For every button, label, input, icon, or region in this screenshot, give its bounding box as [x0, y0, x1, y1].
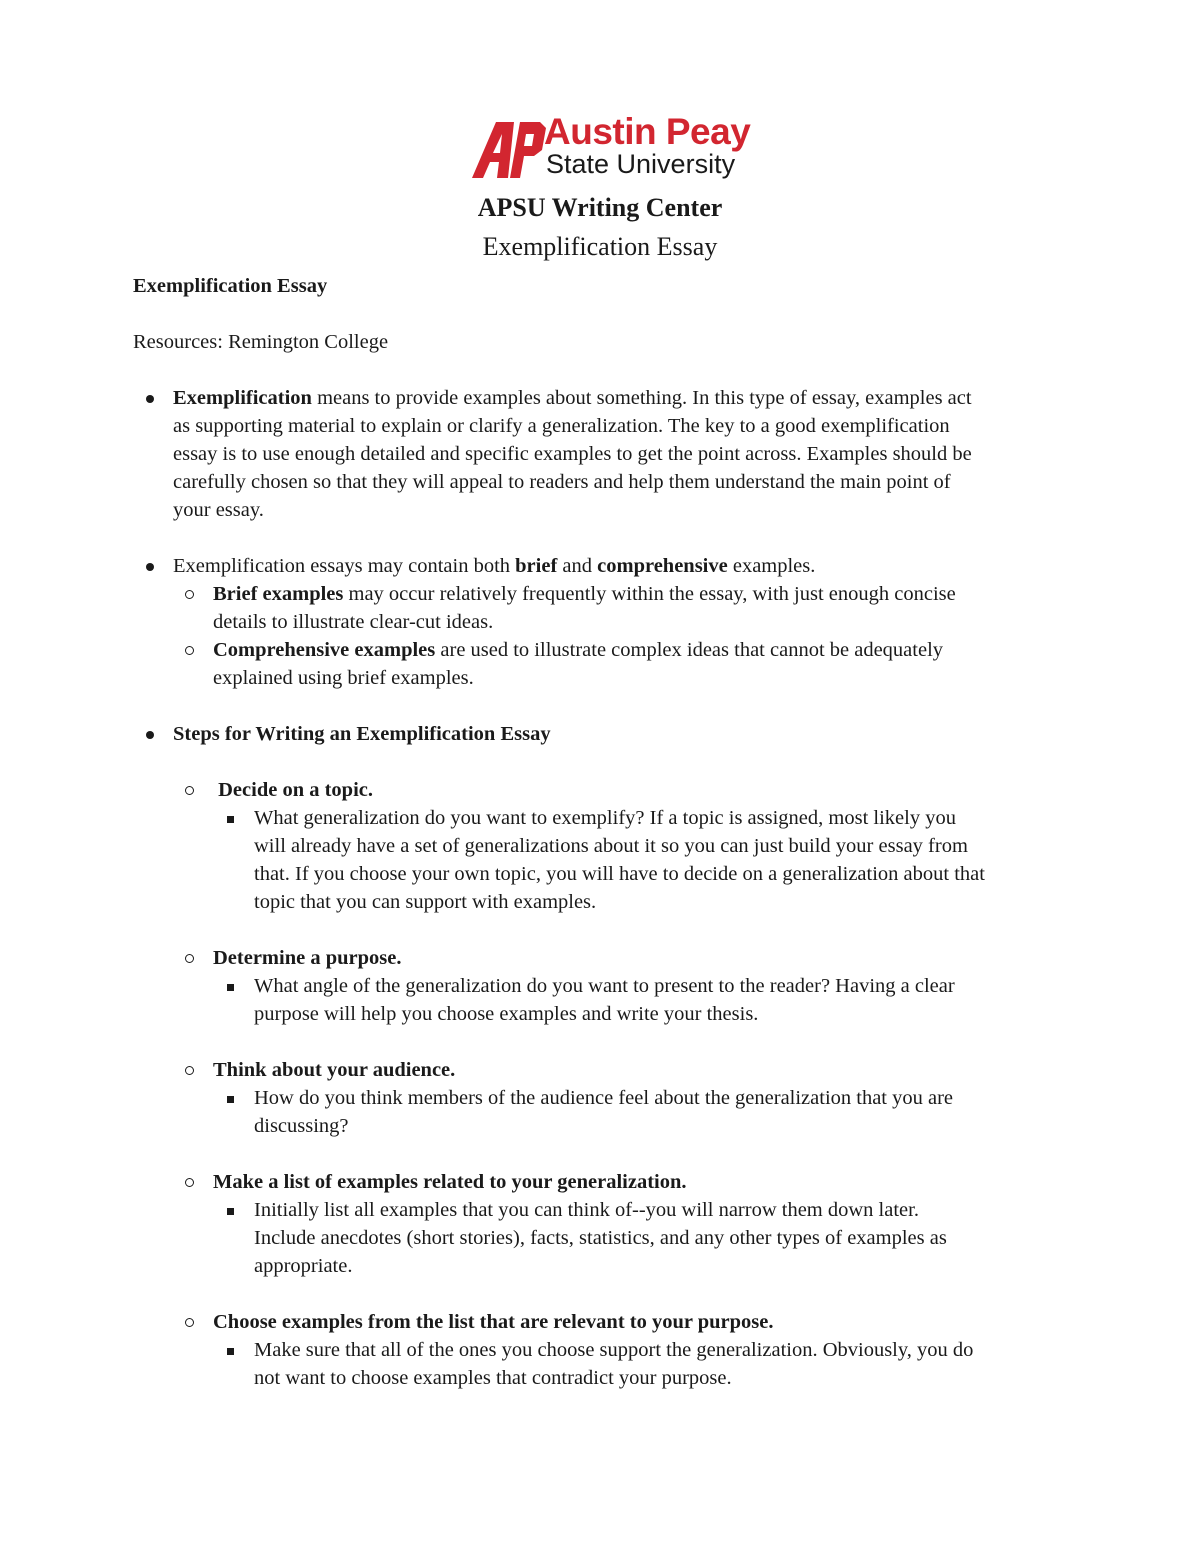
step-detail [133, 972, 1103, 1028]
term-comprehensive: comprehensive [597, 555, 728, 577]
logo-line-austin-peay: Austin Peay [544, 111, 751, 152]
bullet-circle-icon [185, 646, 194, 655]
bullet-square-icon [227, 984, 234, 991]
document-body [133, 272, 1103, 1392]
text-span: Exemplification essays may contain both [173, 555, 516, 577]
step-decide-topic [133, 776, 1103, 804]
term-exemplification: Exemplification [173, 387, 312, 409]
bullet-circle-icon [185, 954, 194, 963]
text-line: What angle of the generalization do you want to present to the reader? Having a clear [254, 975, 955, 997]
sublist-item-brief-examples [133, 580, 1103, 636]
step-detail [133, 1084, 1103, 1140]
bullet-circle-icon [185, 590, 194, 599]
bullet-circle-icon [185, 786, 194, 795]
text-line: as supporting material to explain or clarify a generalization. The key to a good exemplification [173, 415, 950, 437]
step-audience [133, 1056, 1103, 1084]
step-detail [133, 804, 1103, 916]
list-item-essay-examples [133, 552, 1103, 580]
text-line: Make sure that all of the ones you choose support the generalization. Obviously, you do [254, 1339, 974, 1361]
text-span: are used to illustrate complex ideas that cannot be adequately [435, 639, 944, 661]
term-comprehensive-examples: Comprehensive examples [213, 639, 436, 661]
text-span: and [557, 555, 598, 577]
text-line: not want to choose examples that contradict your purpose. [254, 1367, 732, 1389]
step-detail [133, 1336, 1103, 1392]
text-line: explained using brief examples. [213, 667, 474, 689]
text-line: carefully chosen so that they will appeal to readers and help them understand the main point of [173, 471, 951, 493]
term-brief-examples: Brief examples [213, 583, 344, 605]
list-item-exemplification [133, 384, 1103, 524]
bullet-circle-icon [185, 1066, 194, 1075]
bullet-square-icon [227, 1096, 234, 1103]
page-subtitle: Exemplification Essay [482, 232, 718, 261]
step-detail [133, 1196, 1103, 1280]
step-determine-purpose [133, 944, 1103, 972]
text-line: appropriate. [254, 1255, 353, 1277]
sublist-item-comprehensive-examples [133, 636, 1103, 692]
step-title: Determine a purpose. [213, 947, 402, 969]
step-list-examples [133, 1168, 1103, 1196]
text-line: discussing? [254, 1115, 349, 1137]
text-line: will already have a set of generalizations about it so you can just build your essay from [254, 835, 968, 857]
apsu-logo [470, 111, 751, 182]
resources-line: Resources: Remington College [133, 331, 389, 353]
text-line: Include anecdotes (short stories), facts, statistics, and any other types of examples as [254, 1227, 947, 1249]
bullet-disc-icon [146, 731, 154, 739]
step-title: Decide on a topic. [213, 779, 373, 801]
ap-logo-mark-icon [470, 120, 546, 180]
text-span: may occur relatively frequently within the essay, with just enough concise [343, 583, 956, 605]
bullet-square-icon [227, 816, 234, 823]
text-line: What generalization do you want to exemplify? If a topic is assigned, most likely you [254, 807, 956, 829]
term-brief: brief [515, 555, 558, 577]
steps-heading: Steps for Writing an Exemplification Essay [173, 723, 551, 745]
step-title: Choose examples from the list that are relevant to your purpose. [213, 1311, 774, 1333]
section-heading: Exemplification Essay [133, 275, 328, 297]
bullet-circle-icon [185, 1318, 194, 1327]
bullet-circle-icon [185, 1178, 194, 1187]
text-line: details to illustrate clear-cut ideas. [213, 611, 494, 633]
text-line: Initially list all examples that you can think of--you will narrow them down later. [254, 1199, 919, 1221]
text-line: essay is to use enough detailed and specific examples to get the point across. Examples should be [173, 443, 972, 465]
bullet-square-icon [227, 1348, 234, 1355]
list-item-steps [133, 720, 1103, 748]
text-line: your essay. [173, 499, 264, 521]
bullet-disc-icon [146, 395, 154, 403]
page-title: APSU Writing Center [477, 193, 723, 222]
step-choose-examples [133, 1308, 1103, 1336]
step-title: Make a list of examples related to your generalization. [213, 1171, 687, 1193]
text-span: examples. [727, 555, 816, 577]
text-line: purpose will help you choose examples and write your thesis. [254, 1003, 759, 1025]
bullet-square-icon [227, 1208, 234, 1215]
logo-line-state-university: State University [546, 149, 736, 179]
text-line: How do you think members of the audience feel about the generalization that you are [254, 1087, 954, 1109]
step-title: Think about your audience. [213, 1059, 456, 1081]
bullet-disc-icon [146, 563, 154, 571]
text-line: means to provide examples about something. In this type of essay, examples act [311, 387, 972, 409]
text-line: topic that you can support with examples. [254, 891, 597, 913]
text-line: that. If you choose your own topic, you will have to decide on a generalization about that [254, 863, 985, 885]
